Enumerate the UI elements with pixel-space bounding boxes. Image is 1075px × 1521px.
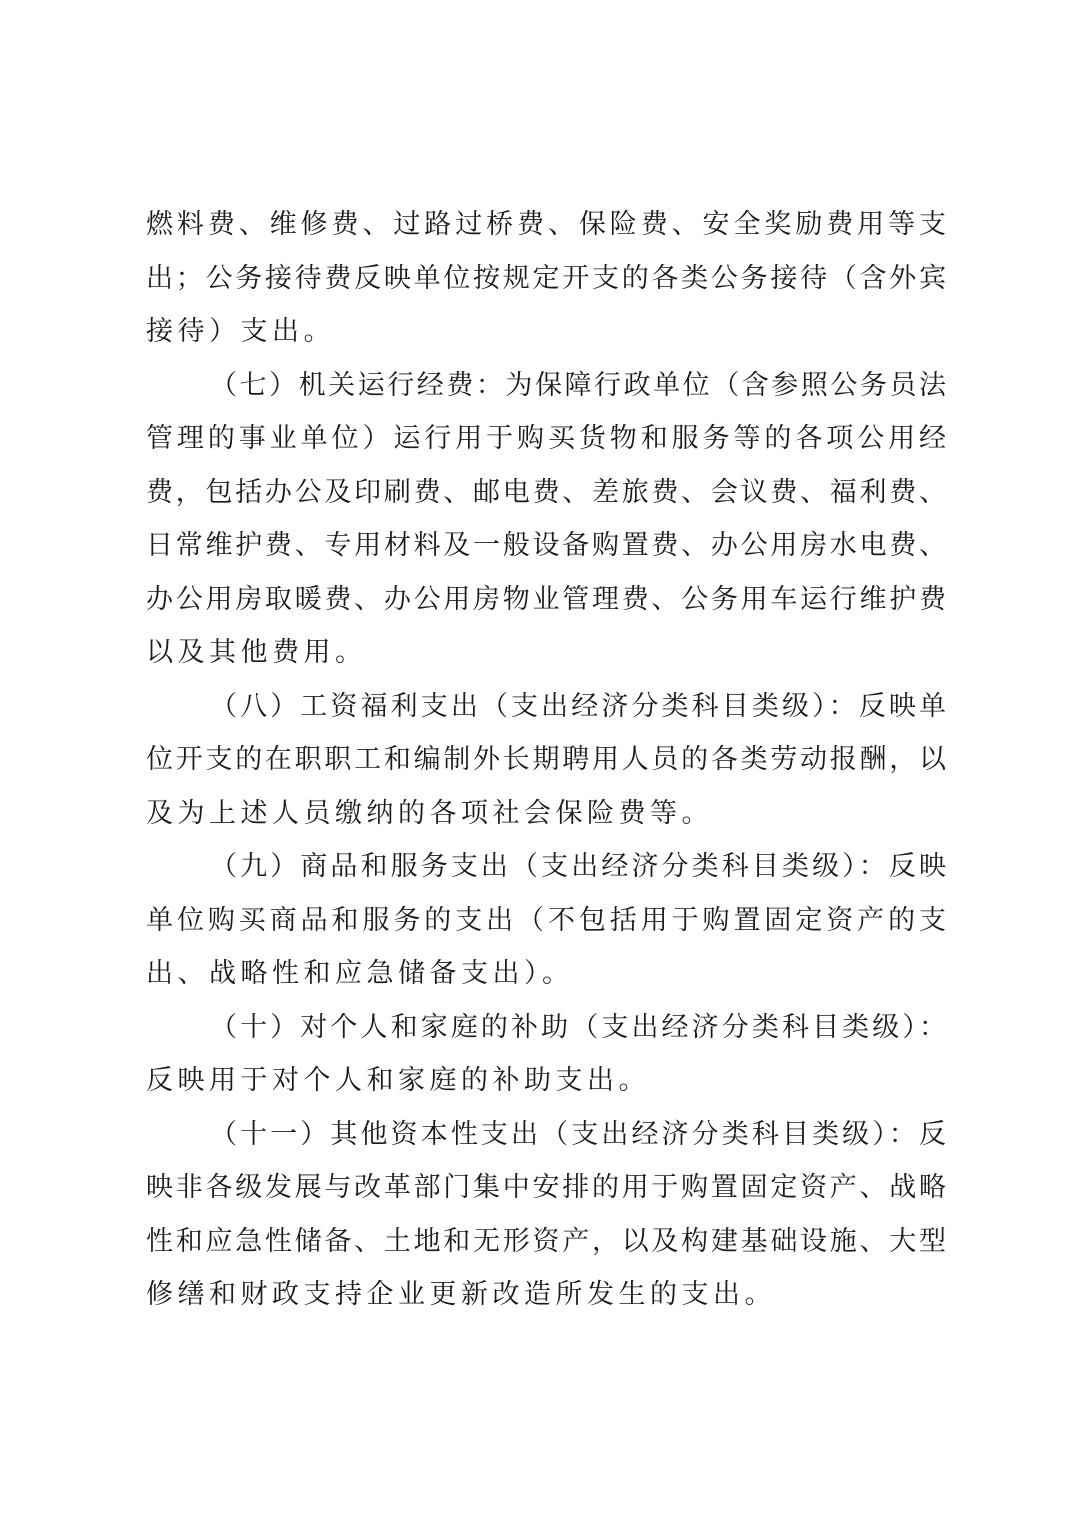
paragraph-heading-line: （八）工资福利支出（支出经济分类科目类级）：反映单 — [210, 690, 946, 722]
text-line: 燃料费、维修费、过路过桥费、保险费、安全奖励费用等支 — [146, 209, 946, 240]
document-body — [146, 198, 946, 1322]
text-line: 反映用于对个人和家庭的补助支出。 — [146, 1065, 650, 1096]
text-line: 日常维护费、专用材料及一般设备购置费、办公用房水电费、 — [146, 530, 946, 561]
text-line: 映非各级发展与改革部门集中安排的用于购置固定资产、战略 — [146, 1172, 946, 1203]
text-line: 管理的事业单位）运行用于购买货物和服务等的各项公用经 — [146, 423, 946, 454]
paragraph-heading-line: （十）对个人和家庭的补助（支出经济分类科目类级）： — [210, 1011, 946, 1043]
text-line: 及为上述人员缴纳的各项社会保险费等。 — [146, 797, 713, 829]
text-line: 以及其他费用。 — [146, 637, 367, 668]
text-line: 出；公务接待费反映单位按规定开支的各类公务接待（含外宾 — [146, 262, 946, 294]
text-line: 出、战略性和应急储备支出）。 — [146, 958, 574, 989]
paragraph-heading-line: （九）商品和服务支出（支出经济分类科目类级）：反映 — [210, 851, 946, 882]
paragraph-heading-line: （十一）其他资本性支出（支出经济分类科目类级）：反 — [210, 1118, 946, 1150]
text-line: 接待）支出。 — [146, 316, 335, 347]
text-line: 费，包括办公及印刷费、邮电费、差旅费、会议费、福利费、 — [146, 476, 946, 508]
text-line: 性和应急性储备、土地和无形资产，以及构建基础设施、大型 — [146, 1225, 946, 1257]
text-line: 修缮和财政支持企业更新改造所发生的支出。 — [146, 1279, 776, 1310]
text-line: 办公用房取暖费、办公用房物业管理费、公务用车运行维护费 — [146, 583, 946, 615]
text-line: 位开支的在职职工和编制外长期聘用人员的各类劳动报酬，以 — [146, 744, 946, 775]
paragraph-heading-line: （七）机关运行经费：为保障行政单位（含参照公务员法 — [210, 369, 946, 401]
text-line: 单位购买商品和服务的支出（不包括用于购置固定资产的支 — [146, 904, 946, 936]
